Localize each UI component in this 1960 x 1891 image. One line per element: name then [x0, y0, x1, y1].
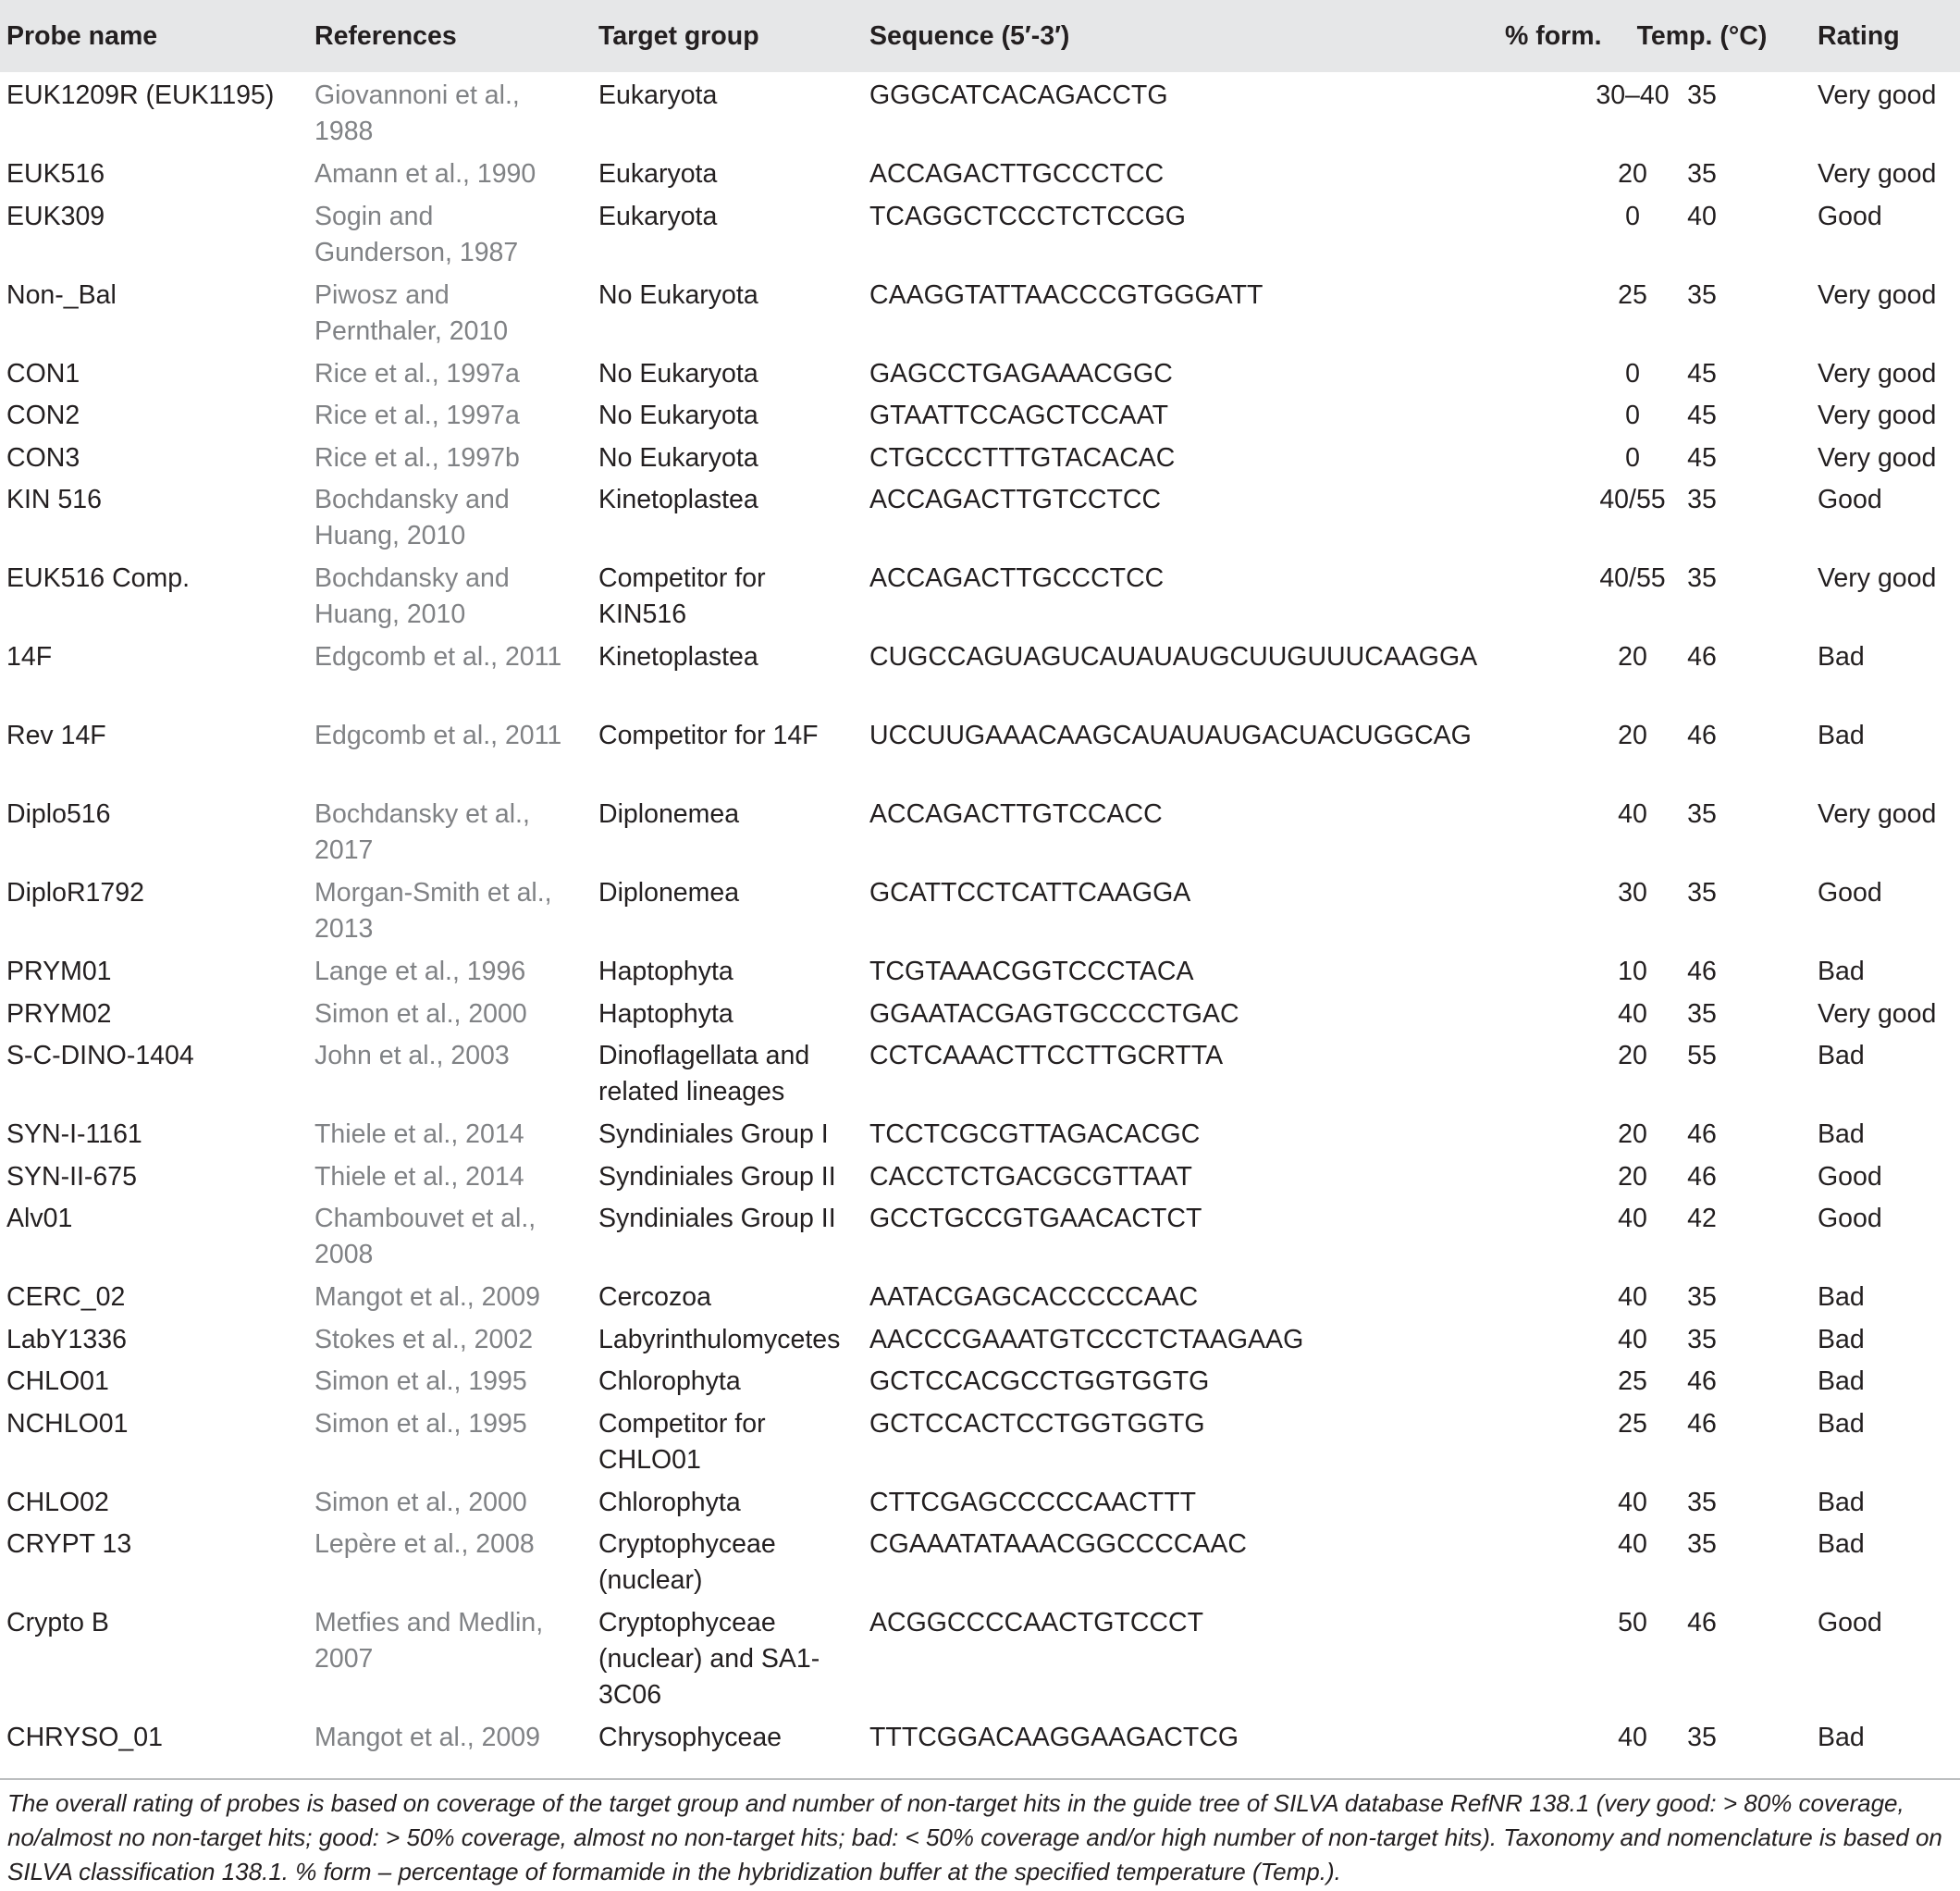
- temp-cell: 45: [1687, 401, 1717, 430]
- percent-form-cell: [1498, 870, 1647, 948]
- percent-form-cell: [1498, 1195, 1647, 1274]
- probe-name-cell: Crypto B: [6, 1608, 109, 1638]
- percent-form-value: 0: [1625, 201, 1640, 231]
- reference-cell: Giovannoni et al., 1988: [314, 80, 520, 146]
- probe-name-cell: S-C-DINO-1404: [6, 1041, 194, 1070]
- target-group-cell: Kinetoplastea: [598, 642, 758, 672]
- percent-form-cell: [1498, 476, 1666, 555]
- temp-cell: 35: [1687, 878, 1717, 908]
- table-row: [0, 1316, 1960, 1359]
- rating-cell: Bad: [1818, 1723, 1865, 1752]
- percent-form-value: 40: [1618, 1324, 1647, 1354]
- reference-cell: Bochdansky et al., 2017: [314, 799, 530, 865]
- table-row: [0, 634, 1960, 712]
- percent-form-cell: [1498, 712, 1647, 791]
- rating-cell: Good: [1818, 878, 1882, 908]
- rating-cell: Very good: [1818, 401, 1937, 430]
- sequence-cell: TCAGGCTCCCTCTCCGG: [869, 201, 1186, 231]
- reference-cell: Simon et al., 1995: [314, 1366, 527, 1396]
- probe-name-cell: NCHLO01: [6, 1408, 129, 1439]
- rating-cell: Very good: [1818, 159, 1937, 189]
- percent-form-value: 40: [1618, 799, 1647, 829]
- table-row: [0, 1032, 1960, 1111]
- probe-name-cell: EUK516 Comp.: [6, 563, 191, 593]
- sequence-cell: CGAAATATAAACGGCCCCAAC: [869, 1529, 1248, 1559]
- reference-cell: Sogin and Gunderson, 1987: [314, 201, 519, 267]
- temp-cell: 55: [1687, 1041, 1717, 1070]
- percent-form-value: 30: [1618, 878, 1647, 908]
- probe-name-cell: CHLO01: [6, 1366, 109, 1396]
- reference-cell: Rice et al., 1997a: [314, 401, 520, 430]
- rating-cell: Very good: [1818, 80, 1937, 110]
- percent-form-value: 10: [1618, 957, 1647, 986]
- reference-cell: Mangot et al., 2009: [314, 1723, 541, 1752]
- target-group-cell: No Eukaryota: [598, 358, 758, 389]
- sequence-cell: ACCAGACTTGCCCTCC: [869, 159, 1165, 189]
- target-group-cell: Eukaryota: [598, 80, 718, 110]
- rating-cell: Good: [1818, 485, 1882, 514]
- table-row: [0, 193, 1960, 272]
- target-group-cell: Cryptophyceae (nuclear) and SA1-3C06: [598, 1608, 820, 1710]
- target-group-cell: Dinoflagellata and related lineages: [598, 1041, 810, 1106]
- rating-cell: Very good: [1818, 799, 1937, 829]
- probe-name-cell: 14F: [6, 642, 53, 672]
- percent-form-cell: [1498, 991, 1647, 1033]
- percent-form-cell: [1498, 1521, 1647, 1600]
- reference-cell: Metfies and Medlin, 2007: [314, 1608, 544, 1674]
- sequence-cell: CACCTCTGACGCGTTAAT: [869, 1161, 1192, 1192]
- sequence-cell: UCCUUGAAACAAGCAUAUAUGACUACUGGCAG: [869, 721, 1472, 750]
- sequence-cell: GGGCATCACAGACCTG: [869, 80, 1168, 110]
- percent-form-value: 40: [1618, 1487, 1647, 1517]
- reference-cell: Piwosz and Pernthaler, 2010: [314, 279, 509, 346]
- rating-cell: Very good: [1818, 442, 1937, 473]
- probe-name-cell: CHRYSO_01: [6, 1723, 163, 1752]
- sequence-cell: AACCCGAAATGTCCCTCTAAGAAG: [869, 1324, 1304, 1354]
- sequence-cell: GCTCCACTCCTGGTGGTG: [869, 1408, 1205, 1439]
- table-row: [0, 870, 1960, 948]
- reference-cell: Simon et al., 2000: [314, 998, 527, 1029]
- table-row: [0, 1479, 1960, 1522]
- target-group-cell: Syndiniales Group I: [598, 1119, 829, 1149]
- probe-name-cell: DiploR1792: [6, 878, 144, 908]
- probe-name-cell: PRYM02: [6, 998, 112, 1029]
- percent-form-value: 20: [1618, 159, 1647, 189]
- percent-form-cell: [1498, 634, 1647, 712]
- probe-name-cell: CON3: [6, 442, 80, 473]
- probe-name-cell: KIN 516: [6, 485, 102, 514]
- percent-form-value: 20: [1618, 642, 1647, 672]
- probe-name-cell: EUK516: [6, 159, 105, 189]
- target-group-cell: Competitor for KIN516: [598, 563, 766, 629]
- table-row: [0, 555, 1960, 634]
- rating-cell: Bad: [1818, 1408, 1865, 1439]
- temp-cell: 46: [1687, 1161, 1717, 1192]
- reference-cell: Lepère et al., 2008: [314, 1529, 535, 1559]
- reference-cell: Simon et al., 1995: [314, 1408, 527, 1439]
- sequence-cell: CCTCAAACTTCCTTGCRTTA: [869, 1041, 1224, 1070]
- target-group-cell: No Eukaryota: [598, 401, 758, 430]
- rating-cell: Bad: [1818, 1529, 1865, 1559]
- header-temp: Temp. (°C): [1636, 20, 1768, 51]
- header-percent-form: % form.: [1505, 20, 1602, 51]
- percent-form-cell: [1498, 351, 1640, 393]
- sequence-cell: GTAATTCCAGCTCCAAT: [869, 401, 1168, 430]
- rating-cell: Good: [1818, 201, 1882, 231]
- probe-name-cell: EUK1209R (EUK1195): [6, 80, 275, 110]
- rating-cell: Good: [1818, 1608, 1882, 1638]
- probe-name-cell: CON1: [6, 358, 80, 389]
- target-group-cell: No Eukaryota: [598, 442, 758, 473]
- sequence-cell: GCATTCCTCATTCAAGGA: [869, 878, 1191, 908]
- reference-cell: Stokes et al., 2002: [314, 1324, 534, 1354]
- temp-cell: 35: [1687, 1723, 1717, 1752]
- percent-form-value: 0: [1625, 358, 1640, 389]
- temp-cell: 35: [1687, 1324, 1717, 1354]
- percent-form-value: 40: [1618, 1723, 1647, 1752]
- percent-form-value: 50: [1618, 1608, 1647, 1638]
- temp-cell: 46: [1687, 957, 1717, 986]
- probe-name-cell: Alv01: [6, 1204, 73, 1233]
- rating-cell: Very good: [1818, 563, 1937, 593]
- sequence-cell: GGAATACGAGTGCCCCTGAC: [869, 998, 1239, 1029]
- table-footnote: The overall rating of probes is based on coverage of the target group and number of non-target hits in the guide tree of SILVA database RefNR 138.1 (very good: > 80% coverage, no/almost no non-target hits; good: > 50% coverage, almost no non-target hits; bad: < 50% coverage and/or high number of non-target hits). Taxonomy and nomenclature is based on SILVA classification 138.1. % form – percentage of formamide in the hybridization buffer at the specified temperature (Temp.).: [0, 1778, 1960, 1889]
- reference-cell: Edgcomb et al., 2011: [314, 642, 562, 672]
- target-group-cell: Competitor for CHLO01: [598, 1408, 766, 1475]
- percent-form-value: 40/55: [1599, 563, 1666, 593]
- target-group-cell: Haptophyta: [598, 998, 733, 1029]
- temp-cell: 35: [1687, 80, 1717, 110]
- sequence-cell: GCTCCACGCCTGGTGGTG: [869, 1366, 1210, 1396]
- table-row: [0, 1521, 1960, 1600]
- percent-form-value: 20: [1618, 1119, 1647, 1149]
- reference-cell: John et al., 2003: [314, 1041, 510, 1070]
- header-probe-name: Probe name: [6, 20, 158, 51]
- temp-cell: 35: [1687, 799, 1717, 829]
- table-row: [0, 72, 1960, 151]
- sequence-cell: ACCAGACTTGTCCTCC: [869, 485, 1162, 514]
- percent-form-cell: [1498, 555, 1666, 634]
- table-row: [0, 392, 1960, 435]
- temp-cell: 35: [1687, 563, 1717, 593]
- table-row: [0, 1195, 1960, 1274]
- sequence-cell: GAGCCTGAGAAACGGC: [869, 358, 1173, 389]
- table-row: [0, 791, 1960, 870]
- table-body: [0, 72, 1960, 1757]
- percent-form-cell: [1498, 1600, 1647, 1714]
- reference-cell: Morgan-Smith et al., 2013: [314, 878, 552, 944]
- percent-form-cell: [1498, 1274, 1647, 1316]
- percent-form-cell: [1498, 272, 1647, 351]
- percent-form-value: 40: [1618, 1282, 1647, 1312]
- percent-form-value: 20: [1618, 1161, 1647, 1192]
- table-row: [0, 1111, 1960, 1154]
- target-group-cell: Chlorophyta: [598, 1487, 741, 1517]
- rating-cell: Bad: [1818, 1282, 1865, 1312]
- sequence-cell: AATACGAGCACCCCCAAC: [869, 1282, 1199, 1312]
- rating-cell: Bad: [1818, 1366, 1865, 1396]
- rating-cell: Bad: [1818, 1324, 1865, 1354]
- probe-name-cell: PRYM01: [6, 957, 112, 986]
- percent-form-value: 0: [1625, 401, 1640, 430]
- target-group-cell: Cercozoa: [598, 1282, 711, 1312]
- table-row: [0, 476, 1960, 555]
- target-group-cell: Syndiniales Group II: [598, 1161, 836, 1192]
- table-row: [0, 272, 1960, 351]
- percent-form-cell: [1498, 1032, 1647, 1111]
- table-row: [0, 1274, 1960, 1316]
- probe-name-cell: CERC_02: [6, 1282, 126, 1312]
- target-group-cell: Labyrinthulomycetes: [598, 1324, 841, 1354]
- temp-cell: 46: [1687, 1608, 1717, 1638]
- sequence-cell: TCGTAAACGGTCCCTACA: [869, 957, 1194, 986]
- percent-form-cell: [1498, 392, 1640, 435]
- percent-form-cell: [1498, 1401, 1647, 1479]
- percent-form-cell: [1498, 1111, 1647, 1154]
- percent-form-cell: [1498, 1316, 1647, 1359]
- temp-cell: 35: [1687, 279, 1717, 310]
- temp-cell: 35: [1687, 159, 1717, 189]
- target-group-cell: No Eukaryota: [598, 279, 758, 310]
- rating-cell: Good: [1818, 1204, 1882, 1233]
- sequence-cell: CAAGGTATTAACCCGTGGGATT: [869, 279, 1264, 310]
- percent-form-cell: [1498, 1714, 1647, 1757]
- sequence-cell: ACGGCCCCAACTGTCCCT: [869, 1608, 1203, 1638]
- reference-cell: Bochdansky and Huang, 2010: [314, 563, 510, 629]
- temp-cell: 46: [1687, 1408, 1717, 1439]
- rating-cell: Bad: [1818, 1119, 1865, 1149]
- probe-name-cell: LabY1336: [6, 1324, 127, 1354]
- temp-cell: 35: [1687, 485, 1717, 514]
- table-row: [0, 1358, 1960, 1401]
- header-rating: Rating: [1818, 20, 1900, 51]
- rating-cell: Very good: [1818, 279, 1937, 310]
- temp-cell: 46: [1687, 721, 1717, 750]
- table-row: [0, 948, 1960, 991]
- percent-form-value: 20: [1618, 1041, 1647, 1070]
- reference-cell: Amann et al., 1990: [314, 159, 536, 189]
- probe-name-cell: CHLO02: [6, 1487, 109, 1517]
- probe-name-cell: EUK309: [6, 201, 105, 231]
- rating-cell: Good: [1818, 1161, 1882, 1192]
- target-group-cell: Chrysophyceae: [598, 1723, 783, 1752]
- percent-form-cell: [1498, 151, 1647, 193]
- table-row: [0, 351, 1960, 393]
- temp-cell: 35: [1687, 1282, 1717, 1312]
- percent-form-cell: [1498, 193, 1640, 272]
- target-group-cell: Diplonemea: [598, 799, 740, 829]
- percent-form-value: 25: [1618, 279, 1647, 310]
- temp-cell: 45: [1687, 358, 1717, 389]
- percent-form-value: 20: [1618, 721, 1647, 750]
- probe-name-cell: Non-_Bal: [6, 279, 117, 310]
- target-group-cell: Syndiniales Group II: [598, 1204, 836, 1233]
- percent-form-value: 25: [1618, 1408, 1647, 1439]
- target-group-cell: Cryptophyceae (nuclear): [598, 1529, 776, 1595]
- table-row: [0, 151, 1960, 193]
- header-target-group: Target group: [598, 20, 759, 51]
- probe-name-cell: Rev 14F: [6, 721, 106, 750]
- temp-cell: 46: [1687, 1119, 1717, 1149]
- header-sequence: Sequence (5′-3′): [869, 20, 1070, 51]
- table-row: [0, 991, 1960, 1033]
- temp-cell: 35: [1687, 1529, 1717, 1559]
- target-group-cell: Haptophyta: [598, 957, 733, 986]
- rating-cell: Bad: [1818, 721, 1865, 750]
- rating-cell: Very good: [1818, 358, 1937, 389]
- rating-cell: Bad: [1818, 957, 1865, 986]
- target-group-cell: Kinetoplastea: [598, 485, 758, 514]
- sequence-cell: TCCTCGCGTTAGACACGC: [869, 1119, 1201, 1149]
- table-row: [0, 435, 1960, 477]
- percent-form-cell: [1498, 1358, 1647, 1401]
- reference-cell: Edgcomb et al., 2011: [314, 721, 562, 750]
- rating-cell: Bad: [1818, 1041, 1865, 1070]
- percent-form-value: 40: [1618, 1204, 1647, 1233]
- temp-cell: 40: [1687, 201, 1717, 231]
- sequence-cell: GCCTGCCGTGAACACTCT: [869, 1204, 1202, 1233]
- percent-form-cell: [1498, 435, 1640, 477]
- percent-form-cell: [1498, 948, 1647, 991]
- temp-cell: 42: [1687, 1204, 1717, 1233]
- percent-form-value: 40: [1618, 1529, 1647, 1559]
- probe-name-cell: CRYPT 13: [6, 1529, 132, 1559]
- percent-form-cell: [1498, 1479, 1647, 1522]
- percent-form-value: 30–40: [1596, 80, 1670, 110]
- percent-form-value: 40/55: [1599, 485, 1666, 514]
- target-group-cell: Chlorophyta: [598, 1366, 741, 1396]
- header-references: References: [314, 20, 457, 51]
- percent-form-cell: [1498, 791, 1647, 870]
- temp-cell: 35: [1687, 998, 1717, 1029]
- table-row: [0, 1401, 1960, 1479]
- reference-cell: Lange et al., 1996: [314, 957, 526, 986]
- sequence-cell: CTGCCCTTTGTACACAC: [869, 442, 1176, 473]
- target-group-cell: Diplonemea: [598, 878, 740, 908]
- reference-cell: Mangot et al., 2009: [314, 1282, 541, 1312]
- temp-cell: 35: [1687, 1487, 1717, 1517]
- reference-cell: Rice et al., 1997b: [314, 442, 520, 473]
- percent-form-value: 0: [1625, 442, 1640, 473]
- rating-cell: Very good: [1818, 998, 1937, 1029]
- target-group-cell: Eukaryota: [598, 201, 718, 231]
- probe-name-cell: SYN-II-675: [6, 1161, 137, 1192]
- rating-cell: Bad: [1818, 642, 1865, 672]
- probe-name-cell: Diplo516: [6, 799, 111, 829]
- target-group-cell: Eukaryota: [598, 159, 718, 189]
- sequence-cell: ACCAGACTTGCCCTCC: [869, 563, 1165, 593]
- reference-cell: Chambouvet et al., 2008: [314, 1204, 536, 1269]
- percent-form-cell: [1498, 72, 1670, 151]
- table-row: [0, 1600, 1960, 1714]
- reference-cell: Simon et al., 2000: [314, 1487, 527, 1517]
- table-row: [0, 1714, 1960, 1757]
- sequence-cell: ACCAGACTTGTCCACC: [869, 799, 1163, 829]
- reference-cell: Rice et al., 1997a: [314, 358, 520, 389]
- percent-form-cell: [1498, 1154, 1647, 1196]
- sequence-cell: CTTCGAGCCCCCAACTTT: [869, 1487, 1197, 1517]
- reference-cell: Thiele et al., 2014: [314, 1161, 524, 1192]
- table-row: [0, 1154, 1960, 1196]
- reference-cell: Bochdansky and Huang, 2010: [314, 485, 510, 550]
- probe-name-cell: SYN-I-1161: [6, 1119, 142, 1149]
- sequence-cell: CUGCCAGUAGUCAUAUAUGCUUGUUUCAAGGA: [869, 642, 1478, 672]
- table-row: [0, 712, 1960, 791]
- sequence-cell: TTTCGGACAAGGAAGACTCG: [869, 1723, 1239, 1752]
- percent-form-value: 40: [1618, 998, 1647, 1029]
- temp-cell: 46: [1687, 1366, 1717, 1396]
- temp-cell: 45: [1687, 442, 1717, 473]
- probe-name-cell: CON2: [6, 401, 80, 430]
- rating-cell: Bad: [1818, 1487, 1865, 1517]
- temp-cell: 46: [1687, 642, 1717, 672]
- target-group-cell: Competitor for 14F: [598, 721, 819, 750]
- table-header-row: [0, 0, 1960, 72]
- reference-cell: Thiele et al., 2014: [314, 1119, 524, 1149]
- percent-form-value: 25: [1618, 1366, 1647, 1396]
